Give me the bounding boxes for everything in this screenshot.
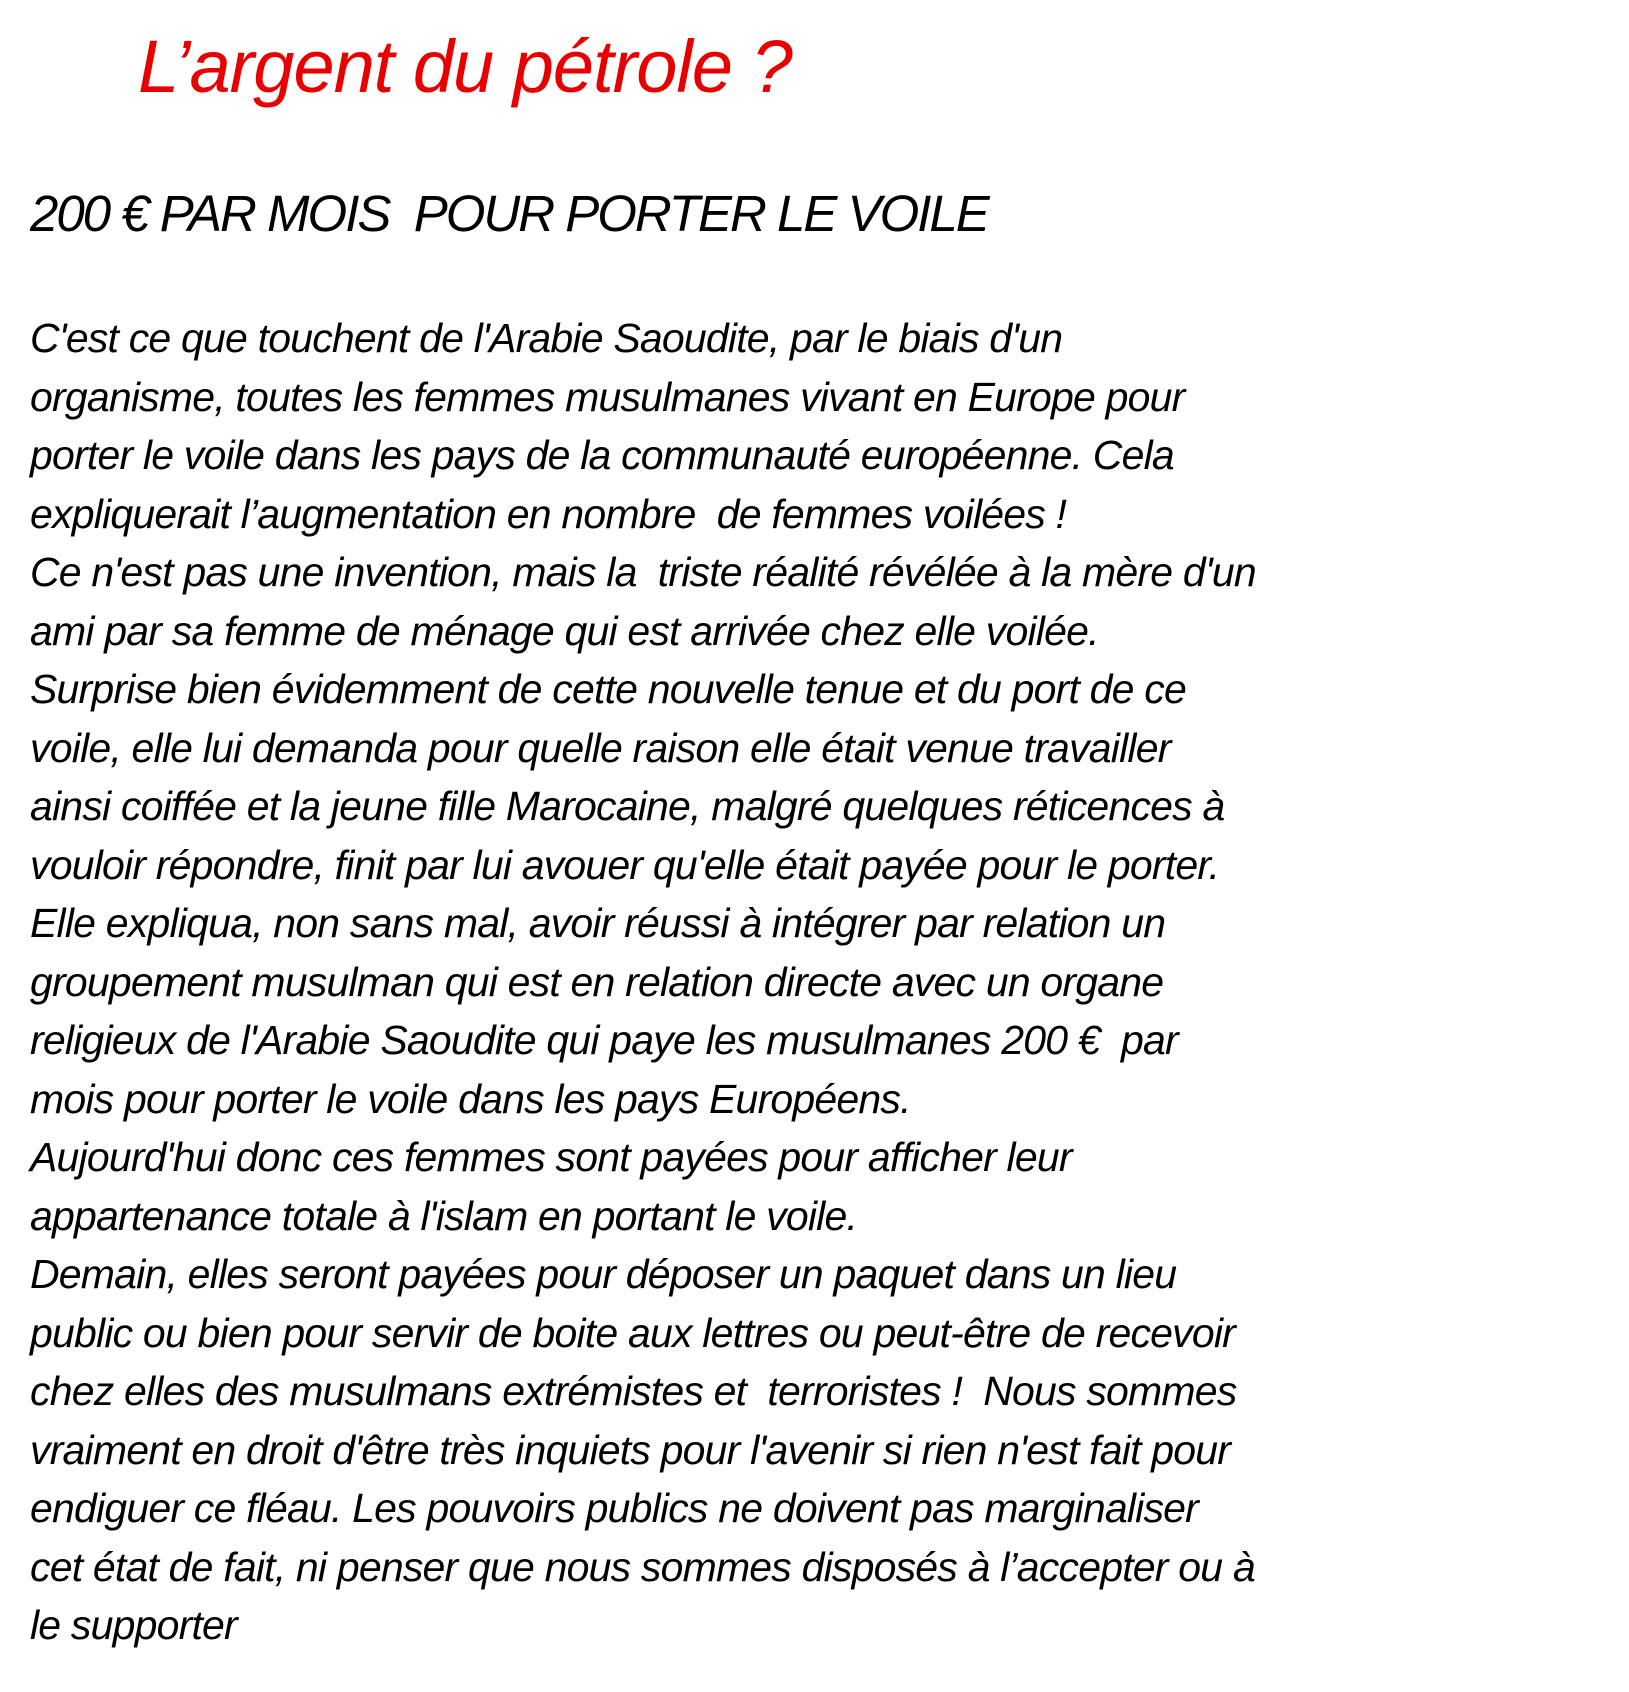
text-line: Elle expliqua, non sans mal, avoir réussi à intégrer par relation un	[30, 900, 1166, 946]
text-line: endiguer ce fléau. Les pouvoirs publics ne doivent pas marginaliser	[30, 1485, 1199, 1531]
text-line: Demain, elles seront payées pour déposer un paquet dans un lieu	[30, 1251, 1177, 1297]
text-line: organisme, toutes les femmes musulmanes vivant en Europe pour	[30, 373, 1185, 420]
document-subtitle: 200 € PAR MOIS POUR PORTER LE VOILE	[30, 185, 988, 242]
text-line: Surprise bien évidemment de cette nouvelle tenue et du port de ce	[30, 666, 1186, 712]
text-line: groupement musulman qui est en relation directe avec un organe	[30, 958, 1164, 1005]
text-line: C'est ce que touchent de l'Arabie Saoudite, par le biais d'un	[30, 315, 1063, 361]
text-line: vraiment en droit d'être très inquiets pour l'avenir si rien n'est fait pour	[30, 1426, 1231, 1473]
text-line: le supporter	[30, 1602, 237, 1648]
text-line: chez elles des musulmans extrémistes et terroristes ! Nous sommes	[30, 1368, 1237, 1414]
text-line: appartenance totale à l'islam en portant le voile.	[30, 1192, 858, 1239]
text-line: ami par sa femme de ménage qui est arrivée chez elle voilée.	[30, 607, 1099, 654]
text-line: religieux de l'Arabie Saoudite qui paye les musulmanes 200 € par	[30, 1017, 1178, 1063]
text-line: ainsi coiffée et la jeune fille Marocaine, malgré quelques réticences à	[30, 783, 1225, 829]
document-title: L’argent du pétrole ?	[138, 25, 792, 108]
text-line: expliquerait l’augmentation en nombre de femmes voilées !	[30, 490, 1067, 537]
text-line: voile, elle lui demanda pour quelle raison elle était venue travailler	[30, 724, 1171, 771]
text-line: public ou bien pour servir de boite aux lettres ou peut-être de recevoir	[30, 1309, 1236, 1356]
body-text	[30, 309, 1590, 1655]
text-line: vouloir répondre, finit par lui avouer qu'elle était payée pour le porter.	[30, 841, 1220, 888]
text-line: mois pour porter le voile dans les pays Européens.	[30, 1075, 911, 1122]
text-line: porter le voile dans les pays de la communauté européenne. Cela	[30, 432, 1174, 478]
text-line: Ce n'est pas une invention, mais la triste réalité révélée à la mère d'un	[30, 549, 1256, 595]
text-line: cet état de fait, ni penser que nous sommes disposés à l’accepter ou à	[30, 1543, 1255, 1590]
text-line: Aujourd'hui donc ces femmes sont payées pour afficher leur	[30, 1134, 1072, 1180]
